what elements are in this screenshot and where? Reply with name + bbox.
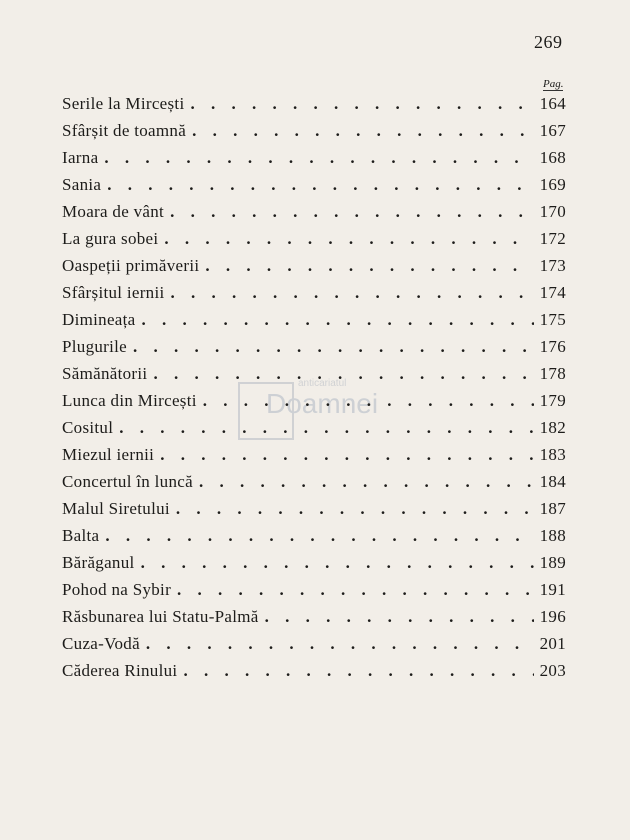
toc-entry-title: Miezul iernii [62, 445, 155, 464]
toc-entry-page: 164 [539, 94, 566, 113]
toc-entry [62, 657, 566, 684]
toc-entry [62, 171, 566, 198]
toc-entry [62, 279, 566, 306]
toc-entry-page: 170 [539, 202, 566, 221]
toc-entry-title: Bărăganul [62, 553, 135, 572]
toc-entry-title: Lunca din Mircești [62, 391, 197, 410]
toc-entry [62, 198, 566, 225]
toc-entry-page: 172 [539, 229, 566, 248]
toc-dot-leader [160, 441, 533, 468]
page-number: 269 [534, 32, 563, 52]
toc-dot-leader [107, 171, 533, 198]
toc-entry [62, 603, 566, 630]
toc-dot-leader [171, 279, 534, 306]
toc-entry-page: 189 [539, 553, 566, 572]
toc-dot-leader [133, 333, 534, 360]
toc-entry [62, 90, 566, 117]
toc-entry-page: 184 [539, 472, 566, 491]
toc-entry [62, 225, 566, 252]
toc-entry-page: 179 [539, 391, 566, 410]
toc-entry-page: 201 [539, 634, 566, 653]
toc-dot-leader [142, 306, 534, 333]
toc-entry [62, 387, 566, 414]
toc-dot-leader [265, 603, 534, 630]
toc-dot-leader [205, 252, 533, 279]
toc-entry-title: Concertul în luncă [62, 472, 193, 491]
toc-entry-page: 167 [539, 121, 566, 140]
toc-entry [62, 441, 566, 468]
toc-dot-leader [153, 360, 533, 387]
toc-entry [62, 522, 566, 549]
watermark-main-text: Doamnei [266, 388, 379, 419]
toc-entry-page: 188 [539, 526, 566, 545]
toc-dot-leader [203, 387, 534, 414]
toc-entry-title: Sfârșitul iernii [62, 283, 165, 302]
toc-entry-title: Iarna [62, 148, 99, 167]
toc-entry [62, 117, 566, 144]
toc-dot-leader [146, 630, 534, 657]
toc-dot-leader [104, 144, 533, 171]
toc-entry-title: Moara de vânt [62, 202, 165, 221]
toc-entry-page: 175 [539, 310, 566, 329]
toc-entry-title: Oaspeții primăverii [62, 256, 200, 275]
toc-entry-title: Cuza-Vodă [62, 634, 140, 653]
toc-entry-title: Pohod na Sybir [62, 580, 172, 599]
toc-dot-leader [170, 198, 534, 225]
toc-entry-page: 173 [539, 256, 566, 275]
table-of-contents [62, 90, 566, 684]
toc-entry [62, 495, 566, 522]
toc-entry-title: Balta [62, 526, 100, 545]
toc-entry-title: Răsbunarea lui Statu-Palmă [62, 607, 259, 626]
toc-entry [62, 576, 566, 603]
toc-entry-page: 182 [539, 418, 566, 437]
toc-entry-title: Sămănătorii [62, 364, 148, 383]
toc-entry [62, 333, 566, 360]
toc-dot-leader [105, 522, 533, 549]
toc-entry [62, 252, 566, 279]
toc-dot-leader [164, 225, 533, 252]
toc-dot-leader [192, 117, 534, 144]
toc-dot-leader [119, 414, 533, 441]
page-column-label: Pag. [543, 78, 564, 90]
toc-entry-title: Dimineața [62, 310, 136, 329]
toc-entry [62, 360, 566, 387]
toc-entry-page: 183 [539, 445, 566, 464]
toc-entry [62, 468, 566, 495]
toc-dot-leader [199, 468, 534, 495]
watermark-top-text: anticariatul [298, 378, 347, 389]
toc-entry-title: Plugurile [62, 337, 128, 356]
toc-entry-page: 176 [539, 337, 566, 356]
toc-entry-title: Serile la Mircești [62, 94, 185, 113]
toc-dot-leader [176, 495, 534, 522]
toc-entry [62, 144, 566, 171]
toc-entry-page: 178 [539, 364, 566, 383]
toc-entry-page: 196 [539, 607, 566, 626]
toc-entry-page: 169 [539, 175, 566, 194]
toc-dot-leader [141, 549, 534, 576]
toc-entry-page: 174 [539, 283, 566, 302]
toc-entry-page: 203 [539, 661, 566, 680]
toc-entry-title: La gura sobei [62, 229, 159, 248]
toc-dot-leader [177, 576, 534, 603]
toc-entry [62, 630, 566, 657]
toc-entry-title: Sania [62, 175, 102, 194]
toc-entry [62, 306, 566, 333]
toc-entry-page: 187 [539, 499, 566, 518]
toc-entry [62, 414, 566, 441]
toc-entry-title: Malul Siretului [62, 499, 170, 518]
toc-entry-title: Căderea Rinului [62, 661, 178, 680]
toc-entry-title: Sfârșit de toamnă [62, 121, 187, 140]
toc-entry-page: 168 [539, 148, 566, 167]
toc-dot-leader [190, 90, 533, 117]
toc-entry [62, 549, 566, 576]
toc-entry-title: Cositul [62, 418, 114, 437]
toc-entry-page: 191 [539, 580, 566, 599]
toc-dot-leader [183, 657, 533, 684]
